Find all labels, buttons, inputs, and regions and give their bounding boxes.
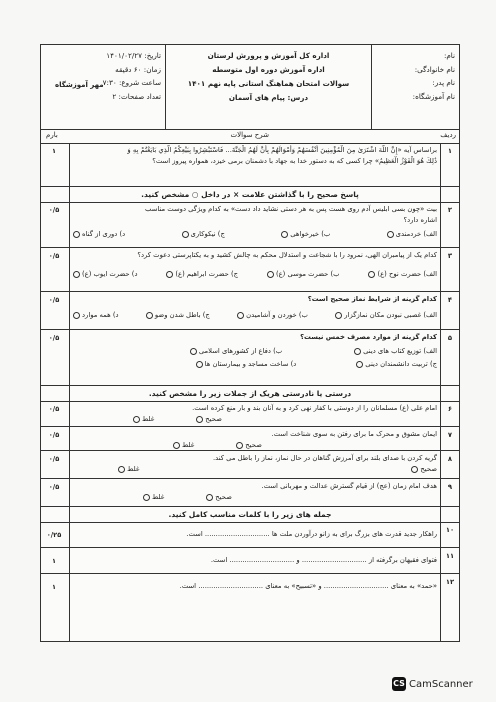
option-d[interactable]: د) همه موارد bbox=[71, 310, 119, 321]
question-number: ۴ bbox=[447, 296, 453, 304]
false-option[interactable]: غلط bbox=[141, 492, 164, 503]
option-a[interactable]: الف) غصبی نبودن مکان نمازگزار bbox=[333, 310, 437, 321]
exam-title bbox=[165, 45, 371, 129]
question-number: ۳ bbox=[447, 252, 453, 260]
question-text: براساس آیه «إِنَّ اللَّهَ اشْتَرَىٰ مِنَ الْمُؤْمِنِينَ أَنْفُسَهُمْ وَأَمْوَالَهُمْ بِأَنَّ لَهُمُ الْجَنَّةَ... فَاسْتَبْشِرُوا بِبَيْعِكُمُ الَّذِي بَايَعْتُمْ بِهِ وَ bbox=[127, 146, 437, 154]
question-text: بیت «چون بسی ابلیس آدم روی هست پس به هر دستی نشاید داد دست» به کدام ویژگی دوست مناسب bbox=[145, 205, 437, 213]
row-header: ردیف bbox=[440, 131, 456, 139]
camscanner-logo-icon: CS bbox=[392, 677, 406, 691]
question-text: گریه کردن با صدای بلند برای آمرزش گناهان در حال نماز، نماز را باطل می کند. bbox=[213, 454, 437, 462]
true-option[interactable]: صحیح bbox=[194, 414, 222, 425]
question-number: ۱۲ bbox=[445, 578, 455, 586]
school-label: نام آموزشگاه: bbox=[412, 91, 455, 101]
option-a[interactable]: الف) توزیع کتاب های دینی bbox=[352, 346, 437, 357]
exam-duration: زمان: ۶۰ دقیقه bbox=[115, 64, 161, 74]
name-label: نام: bbox=[443, 51, 455, 60]
option-circle-icon bbox=[356, 361, 363, 368]
org-name: اداره کل آموزش و پرورش لرستان bbox=[207, 51, 330, 60]
question-score: ۰/۲۵ bbox=[46, 531, 62, 539]
question-number: ۶ bbox=[447, 405, 453, 413]
option-circle-icon bbox=[73, 312, 80, 319]
true-option[interactable]: صحیح bbox=[409, 464, 437, 475]
question-3 bbox=[41, 248, 459, 292]
option-circle-icon bbox=[196, 416, 203, 423]
question-7 bbox=[41, 427, 459, 451]
question-4 bbox=[41, 292, 459, 330]
option-circle-icon bbox=[73, 231, 80, 238]
question-score: ۰/۵ bbox=[48, 252, 60, 260]
question-score: ۰/۵ bbox=[48, 296, 60, 304]
option-circle-icon bbox=[267, 271, 274, 278]
table-header bbox=[41, 129, 459, 144]
question-number: ۵ bbox=[447, 334, 453, 342]
family-label: نام خانوادگی: bbox=[414, 64, 455, 74]
question-number: ۱۱ bbox=[445, 552, 455, 560]
question-score: ۱ bbox=[51, 147, 57, 155]
section-multiple-choice: پاسخ صحیح را با گذاشتن علامت × در داخل ○ مشخص کنید. bbox=[41, 187, 459, 203]
section-fill-blank: جمله های زیر را با کلمات مناسب کامل کنید. bbox=[41, 507, 459, 523]
option-circle-icon bbox=[206, 494, 213, 501]
option-circle-icon bbox=[411, 466, 418, 473]
student-info bbox=[371, 45, 459, 129]
question-score: ۰/۵ bbox=[48, 455, 60, 463]
question-6 bbox=[41, 401, 459, 427]
question-5 bbox=[41, 330, 459, 386]
option-c[interactable]: ج) باطل شدن وضو bbox=[144, 310, 210, 321]
question-score: ۰/۵ bbox=[48, 206, 60, 214]
option-circle-icon bbox=[335, 312, 342, 319]
option-a[interactable]: الف) حضرت نوح (ع) bbox=[366, 269, 437, 280]
option-b[interactable]: ب) خوردن و آشامیدن bbox=[235, 310, 308, 321]
page-count: تعداد صفحات: ۲ bbox=[112, 91, 161, 101]
option-circle-icon bbox=[146, 312, 153, 319]
question-number: ۱۰ bbox=[445, 526, 455, 534]
question-text: ایمان مشوق و محرک ما برای رفتن به سوی شناخت است. bbox=[271, 430, 437, 438]
question-text: امام علی (ع) مسلمانان را از دوستی با کفار نهی کرد و به آنان بند و بار منع کرده است. bbox=[192, 404, 437, 412]
exam-name: سوالات امتحان هماهنگ استانی پایه نهم ۱۴۰۱ bbox=[187, 79, 350, 88]
question-number: ۷ bbox=[447, 431, 453, 439]
option-circle-icon bbox=[73, 271, 80, 278]
question-text: ذَٰلِكَ هُوَ الْفَوْزُ الْعَظِيمُ» چرا کسی که به دستور خدا به جهاد با دشمنان برمی خیزد، همواره پیروز است؟ bbox=[152, 157, 437, 165]
question-number: ۹ bbox=[447, 483, 453, 491]
option-circle-icon bbox=[196, 361, 203, 368]
score-header: بارم bbox=[46, 131, 58, 139]
question-score: ۱ bbox=[51, 583, 57, 591]
option-a[interactable]: الف) خردمندی bbox=[385, 229, 437, 240]
option-b[interactable]: ب) خیرخواهی bbox=[279, 229, 330, 240]
question-text: اشاره دارد؟ bbox=[403, 216, 437, 224]
option-circle-icon bbox=[173, 442, 180, 449]
option-b[interactable]: ب) دفاع از کشورهای اسلامی bbox=[188, 346, 282, 357]
option-d[interactable]: د) ساخت مساجد و بیمارستان ها bbox=[194, 359, 297, 370]
question-text: کدام گزینه از موارد مصرف خمس نیست؟ bbox=[300, 333, 437, 341]
question-12 bbox=[41, 574, 459, 600]
option-circle-icon bbox=[281, 231, 288, 238]
true-option[interactable]: صحیح bbox=[234, 440, 262, 451]
option-circle-icon bbox=[190, 348, 197, 355]
option-circle-icon bbox=[368, 271, 375, 278]
question-9 bbox=[41, 479, 459, 507]
watermark-text: CamScanner bbox=[409, 679, 473, 690]
question-text: فتوای فقیهان برگرفته از .............................. و .............................. است. bbox=[210, 556, 437, 564]
question-number: ۲ bbox=[447, 206, 453, 214]
exam-header bbox=[41, 45, 459, 130]
option-c[interactable]: ج) نیکوکاری bbox=[180, 229, 225, 240]
option-circle-icon bbox=[387, 231, 394, 238]
false-option[interactable]: غلط bbox=[116, 464, 139, 475]
school-stamp: مهر آموزشگاه bbox=[55, 81, 104, 89]
question-text: کدام یک از پیامبران الهی، نمرود را با شجاعت و استدلال محکم به چالش کشید و به یکتاپرستی دعوت کرد؟ bbox=[137, 251, 437, 259]
question-11 bbox=[41, 548, 459, 574]
false-option[interactable]: غلط bbox=[171, 440, 194, 451]
question-score: ۰/۵ bbox=[48, 483, 60, 491]
option-circle-icon bbox=[133, 416, 140, 423]
question-text: «حمد» به معنای .............................. و «تسبیح» به معنای .............................. است. bbox=[179, 582, 437, 590]
exam-date: تاریخ: ۱۴۰۱/۰۲/۲۷ bbox=[106, 51, 161, 60]
question-2 bbox=[41, 202, 459, 248]
option-d[interactable]: د) حضرت ایوب (ع) bbox=[71, 269, 137, 280]
option-b[interactable]: ب) حضرت موسی (ع) bbox=[265, 269, 340, 280]
exam-sheet bbox=[40, 44, 460, 642]
option-c[interactable]: ج) حضرت ابراهیم (ع) bbox=[164, 269, 238, 280]
question-number: ۸ bbox=[447, 455, 453, 463]
start-time: ساعت شروع: ۷:۳۰ bbox=[102, 78, 161, 87]
option-circle-icon bbox=[182, 231, 189, 238]
question-text: راهکار جدید قدرت های بزرگ برای به زانو درآوردن ملت ها .............................. است. bbox=[186, 530, 437, 538]
question-score: ۰/۵ bbox=[48, 431, 60, 439]
option-d[interactable]: د) دوری از گناه bbox=[71, 229, 125, 240]
question-score: ۰/۵ bbox=[48, 334, 60, 342]
question-text: هدف امام زمان (عج) از قیام گسترش عدالت و مهربانی است. bbox=[261, 482, 437, 490]
dept-name: اداره آموزش دوره اول متوسطه bbox=[212, 65, 325, 74]
question-text: کدام گزینه از شرایط نماز صحیح است؟ bbox=[307, 295, 437, 303]
option-circle-icon bbox=[236, 442, 243, 449]
question-number: ۱ bbox=[447, 147, 453, 155]
desc-header: شرح سوالات bbox=[230, 131, 269, 139]
option-circle-icon bbox=[143, 494, 150, 501]
option-circle-icon bbox=[237, 312, 244, 319]
question-1 bbox=[41, 143, 459, 187]
option-c[interactable]: ج) تربیت دانشمندان دینی bbox=[354, 359, 437, 370]
option-circle-icon bbox=[354, 348, 361, 355]
question-score: ۰/۵ bbox=[48, 405, 60, 413]
question-10 bbox=[41, 522, 459, 548]
false-option[interactable]: غلط bbox=[131, 414, 154, 425]
question-score: ۱ bbox=[51, 557, 57, 565]
option-circle-icon bbox=[118, 466, 125, 473]
section-true-false: درستی یا نادرستی هریک از جملات زیر را مشخص کنید. bbox=[41, 386, 459, 402]
true-option[interactable]: صحیح bbox=[204, 492, 232, 503]
option-circle-icon bbox=[166, 271, 173, 278]
father-label: نام پدر: bbox=[432, 78, 455, 87]
subject-name: درس: پیام های آسمان bbox=[228, 93, 309, 102]
question-8 bbox=[41, 451, 459, 479]
